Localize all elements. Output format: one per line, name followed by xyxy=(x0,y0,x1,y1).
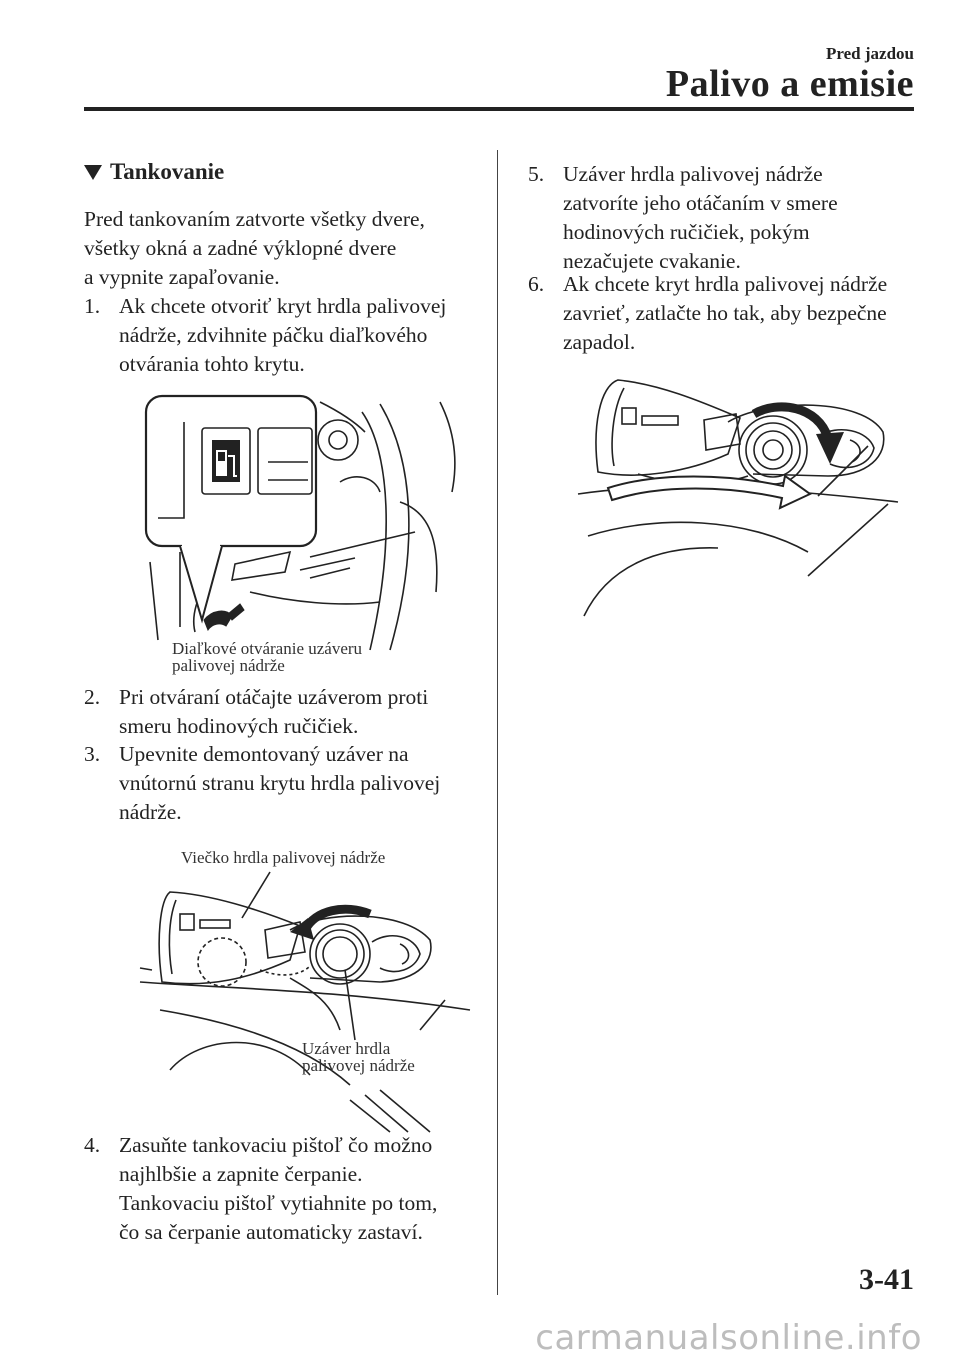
section-title: Tankovanie xyxy=(110,159,225,184)
triangle-bullet-icon xyxy=(84,165,102,180)
step-line: Ak chcete kryt hrdla palivovej nádrže xyxy=(563,272,888,296)
step-number: 6. xyxy=(528,272,545,296)
fig1-label xyxy=(172,640,362,674)
fig2-label-top: Viečko hrdla palivovej nádrže xyxy=(181,848,386,867)
step-line: Zasuňte tankovaciu pištoľ čo možno xyxy=(119,1133,433,1157)
fig1-label-line: Diaľkové otváranie uzáveru xyxy=(172,639,363,658)
step-3 xyxy=(84,740,484,830)
intro-line: a vypnite zapaľovanie. xyxy=(84,265,280,289)
step-number: 1. xyxy=(84,294,101,318)
step-number: 3. xyxy=(84,742,101,766)
step-line: Ak chcete otvoriť kryt hrdla palivovej xyxy=(119,294,447,318)
fig2-label-line: Uzáver hrdla xyxy=(302,1039,391,1058)
close-lid-arrow-icon xyxy=(608,476,810,508)
step-6 xyxy=(528,270,918,360)
step-line: nádrže. xyxy=(119,800,182,824)
header-section: Pred jazdou xyxy=(826,44,914,63)
step-2 xyxy=(84,683,484,743)
fig1-label-line: palivovej nádrže xyxy=(172,656,285,675)
page-number: 3-41 xyxy=(859,1263,914,1296)
intro-line: všetky okná a zadné výklopné dvere xyxy=(84,236,397,260)
step-1 xyxy=(84,292,484,382)
fig2-label-bottom xyxy=(302,1040,415,1074)
step-line: Tankovaciu pištoľ vytiahnite po tom, xyxy=(119,1191,438,1215)
column-divider xyxy=(497,150,498,1295)
page-title: Palivo a emisie xyxy=(665,63,914,105)
intro-paragraph xyxy=(84,205,425,292)
header-rule xyxy=(84,107,914,111)
fig2-label-line: palivovej nádrže xyxy=(302,1056,415,1075)
step-line: zatvoríte jeho otáčaním v smere xyxy=(563,191,838,215)
step-line: otvárania tohto krytu. xyxy=(119,352,305,376)
step-number: 5. xyxy=(528,162,545,186)
step-line: najhlbšie a zapnite čerpanie. xyxy=(119,1162,363,1186)
intro-line: Pred tankovaním zatvorte všetky dvere, xyxy=(84,207,425,231)
step-line: nezačujete cvakanie. xyxy=(563,249,741,273)
fuel-lid-release-illustration xyxy=(140,392,470,654)
step-line: Uzáver hrdla palivovej nádrže xyxy=(563,162,823,186)
step-line: Pri otváraní otáčajte uzáverom proti xyxy=(119,685,429,709)
step-line: vnútornú stranu krytu hrdla palivovej xyxy=(119,771,441,795)
step-line: čo sa čerpanie automaticky zastaví. xyxy=(119,1220,423,1244)
rotation-arrow-icon xyxy=(290,909,370,940)
step-4 xyxy=(84,1131,484,1251)
step-line: Upevnite demontovaný uzáver na xyxy=(119,742,409,766)
step-line: zavrieť, zatlačte ho tak, aby bezpečne xyxy=(563,301,887,325)
fuel-lid-closing-illustration xyxy=(578,376,898,626)
step-line: hodinových ručičiek, pokým xyxy=(563,220,810,244)
step-number: 2. xyxy=(84,685,101,709)
step-line: zapadol. xyxy=(563,330,636,354)
fuel-pump-icon xyxy=(212,440,240,482)
section-heading xyxy=(84,159,224,185)
step-line: smeru hodinových ručičiek. xyxy=(119,714,359,738)
fuel-cap-stowed-illustration xyxy=(140,870,470,1132)
step-5 xyxy=(528,160,918,280)
step-number: 4. xyxy=(84,1133,101,1157)
watermark: carmanualsonline.info xyxy=(535,1318,922,1358)
step-line: nádrže, zdvihnite páčku diaľkového xyxy=(119,323,428,347)
